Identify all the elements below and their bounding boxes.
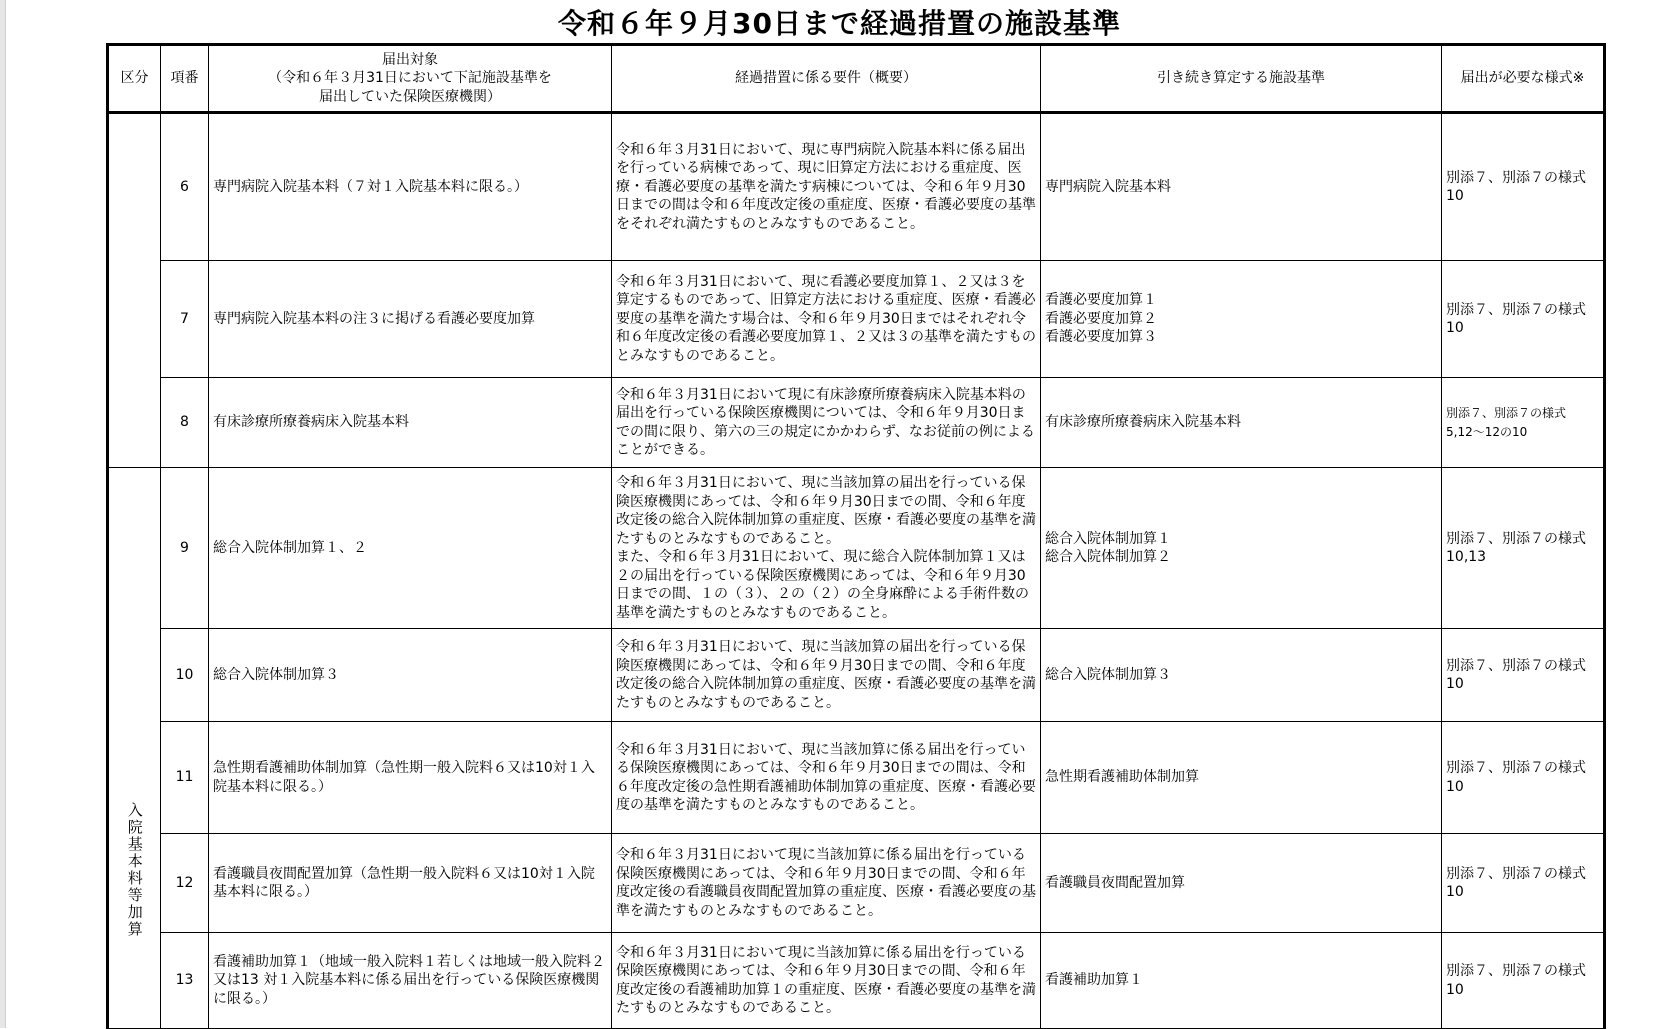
header-category: 区分 [108,45,161,113]
header-target: 届出対象 （令和６年３月31日において下記施設基準を 届出していた保険医療機関） [209,45,612,113]
table-header-row [108,45,1605,113]
row-requirement: 令和６年３月31日において現に有床診療所療養病床入院基本料の届出を行っている保険医療機関については、令和６年９月30日までの間に限り、第六の三の規定にかかわらず、なお従前の例によることができる。 [612,378,1041,468]
row-item-no: 6 [161,113,209,261]
row-continued: 看護補助加算１ [1041,933,1442,1029]
row-target: 総合入院体制加算１、２ [209,468,612,629]
row-forms: 別添７、別添７の様式 10,13 [1442,468,1605,629]
table-row [108,113,1605,261]
row-forms: 別添７、別添７の様式 10 [1442,722,1605,834]
row-item-no: 7 [161,261,209,378]
row-continued: 看護必要度加算１ 看護必要度加算２ 看護必要度加算３ [1041,261,1442,378]
table-row [108,722,1605,834]
row-requirement: 令和６年３月31日において、現に専門病院入院基本料に係る届出を行っている病棟であって、現に旧算定方法における重症度、医療・看護必要度の基準を満たす病棟については、令和６年９月30日までの間は令和６年度改定後の重症度、医療・看護必要度の基準をそれぞれ満たすものとみなすものであること。 [612,113,1041,261]
row-continued: 総合入院体制加算３ [1041,629,1442,722]
row-forms: 別添７、別添７の様式 10 [1442,834,1605,933]
header-forms: 届出が必要な様式※ [1442,45,1605,113]
row-forms: 別添７、別添７の様式 10 [1442,629,1605,722]
table-row [108,933,1605,1029]
page-title: 令和６年９月30日まで経過措置の施設基準 [558,7,1121,40]
row-continued: 急性期看護補助体制加算 [1041,722,1442,834]
row-item-no: 11 [161,722,209,834]
row-target: 総合入院体制加算３ [209,629,612,722]
category-cell [108,468,161,1029]
category-cell-blank [108,113,161,468]
row-requirement: 令和６年３月31日において、現に当該加算の届出を行っている保険医療機関にあっては、令和６年９月30日までの間、令和６年度改定後の総合入院体制加算の重症度、医療・看護必要度の基準を満たすものとみなすものであること。 また、令和６年３月31日において、現に総合入院体制加算１又は２の届出を行っている保険医療機関にあっては、令和６年９月30日までの間、１の（３）、２の（２）の全身麻酔による手術件数の基準を満たすものとみなすものであること。 [612,468,1041,629]
row-target: 急性期看護補助体制加算（急性期一般入院料６又は10対１入院基本料に限る。） [209,722,612,834]
header-continued: 引き続き算定する施設基準 [1041,45,1442,113]
table-row [108,378,1605,468]
row-item-no: 10 [161,629,209,722]
row-forms: 別添７、別添７の様式 10 [1442,261,1605,378]
category-label: 入院基本料等加算 [125,802,144,939]
row-continued: 有床診療所療養病床入院基本料 [1041,378,1442,468]
row-target: 看護職員夜間配置加算（急性期一般入院料６又は10対１入院基本料に限る。） [209,834,612,933]
row-forms: 別添７、別添７の様式 10 [1442,933,1605,1029]
row-target: 有床診療所療養病床入院基本料 [209,378,612,468]
header-item-no: 項番 [161,45,209,113]
row-item-no: 8 [161,378,209,468]
table-row [108,629,1605,722]
row-continued: 総合入院体制加算１ 総合入院体制加算２ [1041,468,1442,629]
row-item-no: 13 [161,933,209,1029]
row-requirement: 令和６年３月31日において現に当該加算に係る届出を行っている保険医療機関にあっては、令和６年９月30日までの間、令和６年度改定後の看護補助加算１の重症度、医療・看護必要度の基準を満たすものとみなすものであること。 [612,933,1041,1029]
row-target: 看護補助加算１（地域一般入院料１若しくは地域一般入院料２又は13 対１入院基本料に係る届出を行っている保険医療機関に限る。） [209,933,612,1029]
row-forms: 別添７、別添７の様式 10 [1442,113,1605,261]
row-requirement: 令和６年３月31日において、現に当該加算の届出を行っている保険医療機関にあっては、令和６年９月30日までの間、令和６年度改定後の総合入院体制加算の重症度、医療・看護必要度の基準を満たすものとみなすものであること。 [612,629,1041,722]
row-requirement: 令和６年３月31日において、現に看護必要度加算１、２又は３を算定するものであって、旧算定方法における重症度、医療・看護必要度の基準を満たす場合は、令和６年９月30日まではそれぞれ令和６年度改定後の看護必要度加算１、２又は３の基準を満たすものとみなすものであること。 [612,261,1041,378]
row-item-no: 9 [161,468,209,629]
table-row [108,468,1605,629]
header-requirement: 経過措置に係る要件（概要） [612,45,1041,113]
viewer-left-edge [0,0,6,1028]
row-continued: 看護職員夜間配置加算 [1041,834,1442,933]
table-row [108,261,1605,378]
row-item-no: 12 [161,834,209,933]
row-continued: 専門病院入院基本料 [1041,113,1442,261]
row-target: 専門病院入院基本料（７対１入院基本料に限る。） [209,113,612,261]
row-requirement: 令和６年３月31日において現に当該加算に係る届出を行っている保険医療機関にあっては、令和６年９月30日までの間、令和６年度改定後の看護職員夜間配置加算の重症度、医療・看護必要度の基準を満たすものとみなすものであること。 [612,834,1041,933]
row-target: 専門病院入院基本料の注３に掲げる看護必要度加算 [209,261,612,378]
row-requirement: 令和６年３月31日において、現に当該加算に係る届出を行っている保険医療機関にあっては、令和６年９月30日までの間は、令和６年度改定後の急性期看護補助体制加算の重症度、医療・看護必要度の基準を満たすものとみなすものであること。 [612,722,1041,834]
table-row [108,834,1605,933]
row-forms: 別添７、別添７の様式 5,12～12の10 [1442,378,1605,468]
facility-standards-table [106,43,1606,1029]
